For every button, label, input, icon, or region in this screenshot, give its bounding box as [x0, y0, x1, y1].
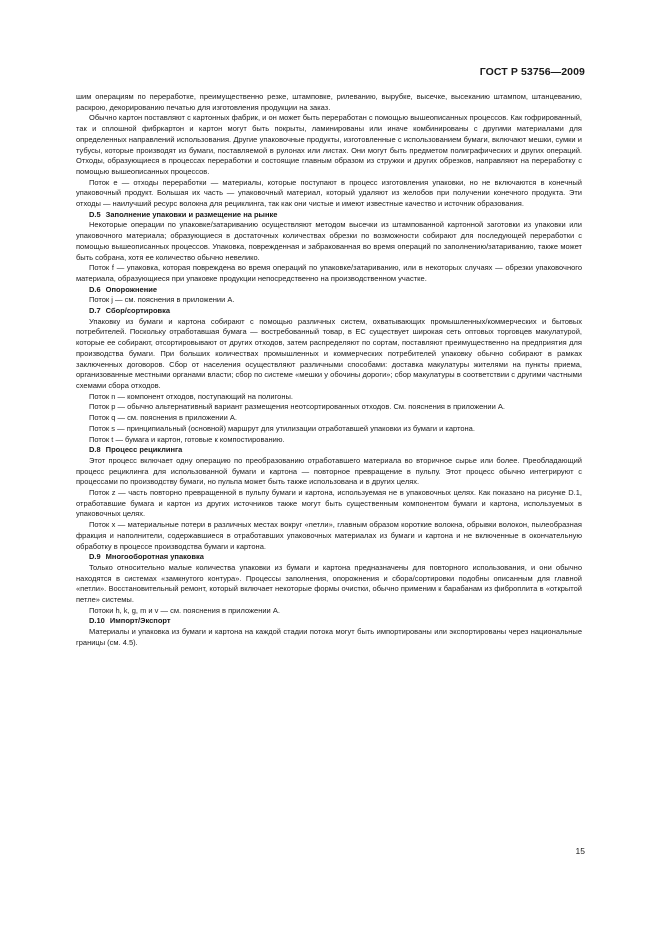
paragraph: Некоторые операции по упаковке/затариванию осуществляют методом высечки из штампованной картонной заготовки из упаковки или упаковочного материала; образующиеся в достаточных количествах обрезки по возможности собирают для последующей переработки с помощью вышеописанных процессов. Упаковка, поврежденная и забракованная во время операций по заполнению/затариванию, также может быть собрана, хотя ее количество обычно невелико. — [76, 220, 582, 262]
paragraph: Материалы и упаковка из бумаги и картона на каждой стадии потока могут быть импортированы или экспортированы через национальные границы (см. 4.5). — [76, 627, 582, 647]
paragraph: Поток q — см. пояснения в приложении А. — [89, 413, 237, 423]
section-heading — [76, 552, 582, 563]
paragraph: Поток p — обычно альтернативный вариант размещения неотсортированных отходов. См. пояснения в приложении А. — [89, 402, 505, 412]
paragraph: Упаковку из бумаги и картона собирают с помощью различных систем, охватывающих промышленных/коммерческих и бытовых потребителей. Поскольку отработавшая бумага — востребованный товар, в ЕС существует широкая сеть оптовых торговцев макулатурой, которые ее собирают, отсортировывают от других отходов, затем распределяют по сортам, поставляют преимущественно на предприятия для производства бумаги. При больших количествах промышленных и коммерческих потребителей упаковку обычно собирают в рамках заключенных договоров. Сбор от населения осуществляют различными способами: доставка макулатуры жителями на пункты приема, организованные местными органами власти; сбор по системе «мешки у обочины дороги»; сбор макулатуры в соответствии с другими частными схемами сбора отходов. — [76, 316, 582, 390]
section-heading — [76, 445, 582, 456]
standard-designation: ГОСТ Р 53756—2009 — [479, 66, 585, 78]
section-title: Опорожнение — [105, 284, 158, 294]
paragraph: Поток s — принципиальный (основной) маршрут для утилизации отработавшей упаковки из бумаги и картона. — [89, 423, 475, 433]
document-body — [76, 92, 582, 649]
paragraph: Поток x — материальные потери в различных местах вокруг «петли», главным образом короткие волокна, обрывки волокон, пылеобразная фракция и наполнители, содержавшиеся в отработавших упаковочных материалах из бумаги и картона и не включенные в окончательную обработку в процессе производства бумаги и картона. — [76, 520, 582, 551]
paragraph: Поток f — упаковка, которая повреждена во время операций по упаковке/затариванию, или в некоторых случаях — обрезки упаковочного материала, образующиеся при упаковке продукции непосредственно на производственном участке. — [76, 263, 582, 283]
section-number: D.8 — [89, 445, 101, 455]
paragraph: Потоки h, k, g, m и v — см. пояснения в приложении А. — [89, 605, 280, 615]
section-number: D.10 — [89, 616, 105, 626]
section-title: Сбор/сортировка — [105, 306, 171, 316]
section-number: D.5 — [89, 209, 101, 219]
section-number: D.7 — [89, 306, 101, 316]
section-heading — [76, 210, 582, 221]
section-title: Процесс рециклинга — [105, 445, 183, 455]
paragraph: Поток j — см. пояснения в приложении А. — [89, 295, 235, 305]
page-number: 15 — [575, 846, 585, 856]
section-number: D.9 — [89, 552, 101, 562]
section-number: D.6 — [89, 284, 101, 294]
paragraph: Этот процесс включает одну операцию по преобразованию отработавшего материала во вторичное сырье или более. Преобладающий процесс рециклинга для использованной бумаги и картона — повторное превращение в пульпу. Этот процесс обычно интегрируют с процессами по производству бумаги, но пульпа может быть также использована и в других целях. — [76, 455, 582, 487]
section-title: Импорт/Экспорт — [109, 616, 171, 626]
paragraph: Поток t — бумага и картон, готовые к компостированию. — [89, 434, 285, 444]
section-title: Заполнение упаковки и размещение на рынке — [105, 209, 278, 219]
section-heading — [76, 306, 582, 317]
paragraph: шим операциям по переработке, преимущественно резке, штамповке, рилеванию, вырубке, высечке, высеканию штампом, штанцеванию, раскрою, декорированию печатью для изготовления продукции на заказ. — [76, 92, 582, 112]
section-title: Многооборотная упаковка — [105, 552, 204, 562]
section-heading — [76, 616, 582, 627]
paragraph: Поток z — часть повторно превращенной в пульпу бумаги и картона, используемая не в упаковочных целях. Как показано на рисунке D.1, отработавшие бумага и картон из других источников также могут быть существенным компонентом бумаги и картона, используемых в упаковочных целях. — [76, 488, 582, 519]
paragraph: Только относительно малые количества упаковки из бумаги и картона предназначены для повторного использования, и они обычно находятся в системах «замкнутого контура». Процессы заполнения, опорожнения и сбора/сортировки подобны описанным для главной «петли». Восстановительный ремонт, который включает некоторые формы очистки, обычно применим к барабанам из фиброплита в «открытой петле» системы. — [76, 562, 582, 605]
paragraph: Поток е — отходы переработки — материалы, которые поступают в процесс изготовления упаковки, но не включаются в конечный упаковочный продукт. Большая их часть — упаковочный материал, который удаляют из желобов при получении конечного продукта. Эти отходы — наилучший ресурс волокна для рециклинга, так как они чистые и имеют известные качество и источник образования. — [76, 177, 582, 209]
paragraph: Обычно картон поставляют с картонных фабрик, и он может быть переработан с помощью вышеописанных процессов. Как гофрированный, так и сплошной фибркартон и картон могут быть покрыты, ламинированы или иначе комбинированы с другими материалами для определенных направлений использования. Другие упаковочные продукты, изготовленные с использованием бумаги, включают мешки, сумки и тубусы, которые производят из бумаги, поставляемой в рулонах или листах. Они могут быть предметом полиграфических и других операций. Отходы, образующиеся в процессах переработки и состоящие главным образом из стружки и других обрезков, направляют на переработку с помощью вышеописанных процессов. — [76, 113, 582, 176]
section-heading — [76, 285, 582, 296]
paragraph: Поток n — компонент отходов, поступающий на полигоны. — [89, 391, 293, 401]
